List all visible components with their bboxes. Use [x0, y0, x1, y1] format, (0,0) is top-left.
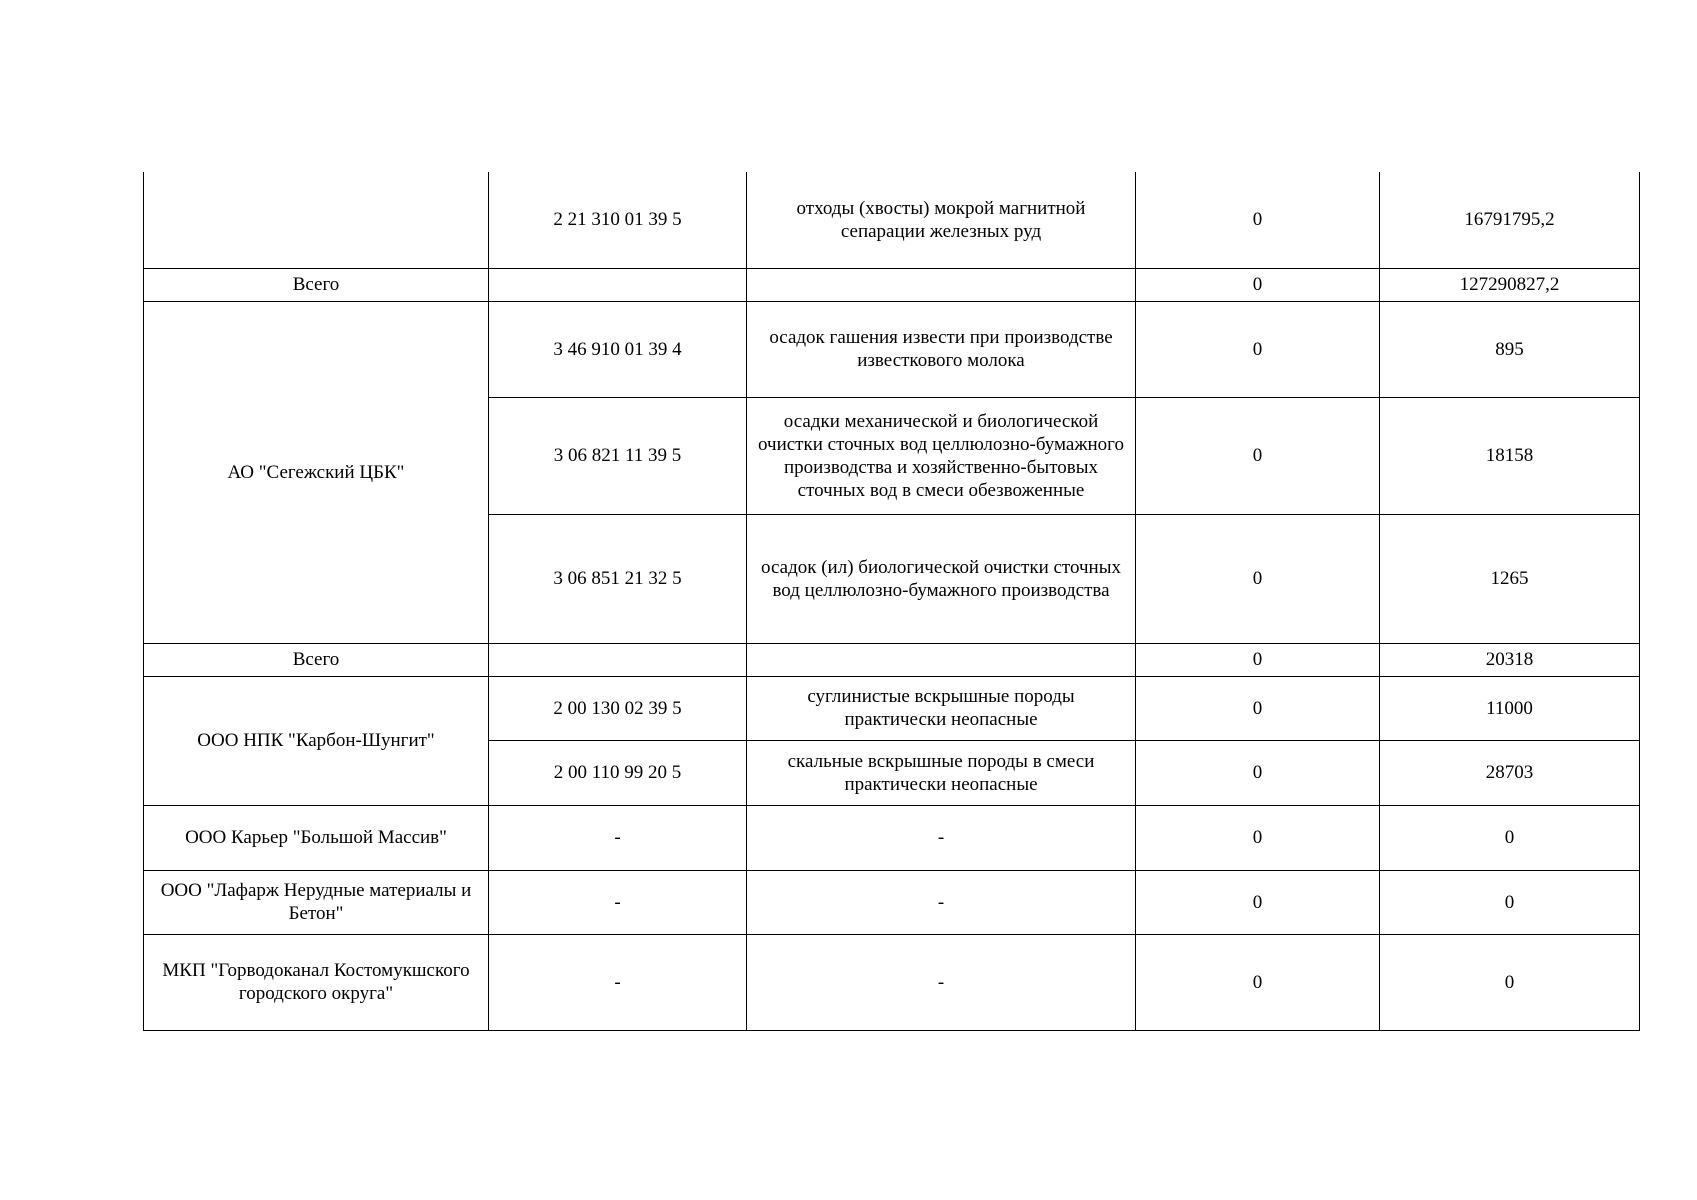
- waste-code-cell: 3 06 821 11 39 5: [489, 397, 747, 514]
- waste-name-cell: осадки механической и биологической очистки сточных вод целлюлозно-бумажного производства и хозяйственно-бытовых сточных вод в смеси обезвоженные: [747, 397, 1136, 514]
- value-col4-cell: 0: [1136, 805, 1380, 870]
- waste-name-cell: отходы (хвосты) мокрой магнитной сепарации железных руд: [747, 172, 1136, 268]
- total-label-cell: Всего: [144, 268, 489, 301]
- value-col4-cell: 0: [1136, 268, 1380, 301]
- value-col5-cell: 895: [1380, 301, 1640, 397]
- waste-name-cell: -: [747, 805, 1136, 870]
- value-col4-cell: 0: [1136, 643, 1380, 676]
- value-col5-cell: 16791795,2: [1380, 172, 1640, 268]
- waste-code-cell: 3 06 851 21 32 5: [489, 514, 747, 643]
- table-row: [144, 805, 1640, 870]
- total-row: [144, 643, 1640, 676]
- org-cell: АО "Сегежский ЦБК": [144, 301, 489, 643]
- waste-code-cell: -: [489, 870, 747, 934]
- org-cell: [144, 172, 489, 268]
- table-row: [144, 870, 1640, 934]
- value-col5-cell: 127290827,2: [1380, 268, 1640, 301]
- table-row: [144, 172, 1640, 268]
- waste-table: [143, 172, 1640, 1031]
- waste-code-cell: [489, 268, 747, 301]
- total-label-cell: Всего: [144, 643, 489, 676]
- value-col5-cell: 20318: [1380, 643, 1640, 676]
- value-col4-cell: 0: [1136, 301, 1380, 397]
- org-cell: ООО НПК "Карбон-Шунгит": [144, 676, 489, 805]
- value-col5-cell: 0: [1380, 934, 1640, 1030]
- waste-code-cell: -: [489, 805, 747, 870]
- value-col5-cell: 28703: [1380, 740, 1640, 805]
- waste-name-cell: осадок гашения извести при производстве известкового молока: [747, 301, 1136, 397]
- waste-name-cell: суглинистые вскрышные породы практически неопасные: [747, 676, 1136, 740]
- waste-name-cell: [747, 268, 1136, 301]
- value-col4-cell: 0: [1136, 870, 1380, 934]
- waste-code-cell: 2 00 110 99 20 5: [489, 740, 747, 805]
- value-col4-cell: 0: [1136, 740, 1380, 805]
- value-col4-cell: 0: [1136, 514, 1380, 643]
- value-col5-cell: 1265: [1380, 514, 1640, 643]
- org-cell: МКП "Горводоканал Костомукшского городского округа": [144, 934, 489, 1030]
- total-row: [144, 268, 1640, 301]
- value-col5-cell: 18158: [1380, 397, 1640, 514]
- waste-name-cell: осадок (ил) биологической очистки сточных вод целлюлозно-бумажного производства: [747, 514, 1136, 643]
- waste-code-cell: -: [489, 934, 747, 1030]
- value-col4-cell: 0: [1136, 172, 1380, 268]
- org-cell: ООО "Лафарж Нерудные материалы и Бетон": [144, 870, 489, 934]
- value-col5-cell: 0: [1380, 805, 1640, 870]
- org-cell: ООО Карьер "Большой Массив": [144, 805, 489, 870]
- waste-name-cell: -: [747, 934, 1136, 1030]
- waste-code-cell: 2 21 310 01 39 5: [489, 172, 747, 268]
- table-row: [144, 676, 1640, 740]
- value-col5-cell: 0: [1380, 870, 1640, 934]
- table-row: [144, 934, 1640, 1030]
- value-col4-cell: 0: [1136, 934, 1380, 1030]
- value-col4-cell: 0: [1136, 397, 1380, 514]
- waste-code-cell: [489, 643, 747, 676]
- waste-name-cell: -: [747, 870, 1136, 934]
- value-col4-cell: 0: [1136, 676, 1380, 740]
- table-row: [144, 301, 1640, 397]
- waste-code-cell: 3 46 910 01 39 4: [489, 301, 747, 397]
- waste-name-cell: [747, 643, 1136, 676]
- waste-code-cell: 2 00 130 02 39 5: [489, 676, 747, 740]
- waste-name-cell: скальные вскрышные породы в смеси практически неопасные: [747, 740, 1136, 805]
- value-col5-cell: 11000: [1380, 676, 1640, 740]
